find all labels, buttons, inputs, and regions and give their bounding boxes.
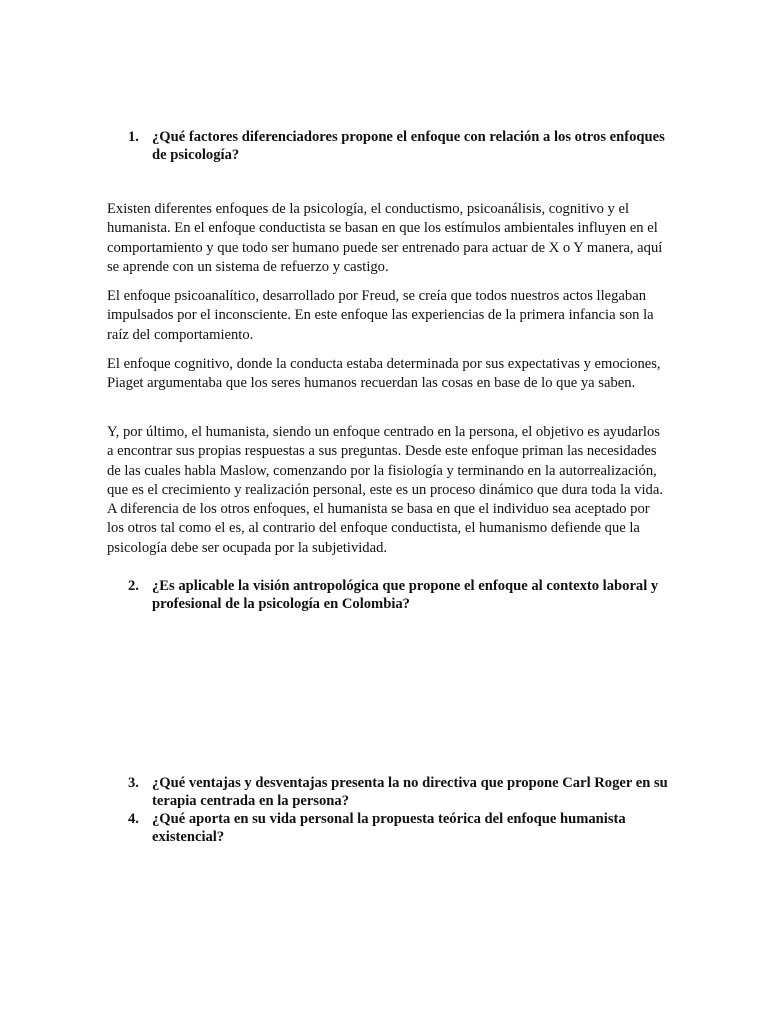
question-text: ¿Qué ventajas y desventajas presenta la no directiva que propone Carl Roger en su terapia centrada en la persona? [152, 775, 668, 810]
question-text: ¿Es aplicable la visión antropológica que propone el enfoque al contexto laboral y profesional de la psicología en Colombia? [152, 578, 659, 613]
question-number: 2. [128, 578, 139, 594]
question-text: ¿Qué aporta en su vida personal la propuesta teórica del enfoque humanista existencial? [152, 811, 626, 846]
question-3 [128, 774, 668, 811]
answer-paragraph-behaviorism: Existen diferentes enfoques de la psicología, el conductismo, psicoanálisis, cognitivo y el humanista. En el enfoque conductista se basan en que los estímulos ambientales influyen en el comportamiento y que todo ser humano puede ser entrenado para actuar de X o Y manera, aquí se aprende con un sistema de refuerzo y castigo. [107, 201, 663, 275]
question-4 [128, 810, 668, 847]
question-number: 4. [128, 811, 139, 827]
question-1 [128, 128, 668, 165]
answer-paragraph-psychoanalysis: El enfoque psicoanalítico, desarrollado por Freud, se creía que todos nuestros actos llegaban impulsados por el inconsciente. En este enfoque las experiencias de la primera infancia son la raíz del comportamiento. [107, 288, 654, 343]
question-2 [128, 577, 668, 614]
answer-paragraph-humanist: Y, por último, el humanista, siendo un enfoque centrado en la persona, el objetivo es ayudarlos a encontrar sus propias respuestas a sus preguntas. Desde este enfoque priman las necesidades de las cuales habla Maslow, comenzando por la fisiología y terminando en la autorrealización, que es el crecimiento y realización personal, este es un proceso dinámico que dura toda la vida. A diferencia de los otros enfoques, el humanista se basa en que el individuo sea aceptado por los otros tal como el es, al contrario del enfoque conductista, el humanismo defiende que la psicología debe ser ocupada por la subjetividad. [107, 424, 663, 556]
question-number: 1. [128, 129, 139, 145]
question-text: ¿Qué factores diferenciadores propone el enfoque con relación a los otros enfoques de psicología? [152, 129, 665, 164]
question-number: 3. [128, 775, 139, 791]
answer-paragraph-cognitive: El enfoque cognitivo, donde la conducta estaba determinada por sus expectativas y emociones, Piaget argumentaba que los seres humanos recuerdan las cosas en base de lo que ya saben. [107, 356, 661, 392]
